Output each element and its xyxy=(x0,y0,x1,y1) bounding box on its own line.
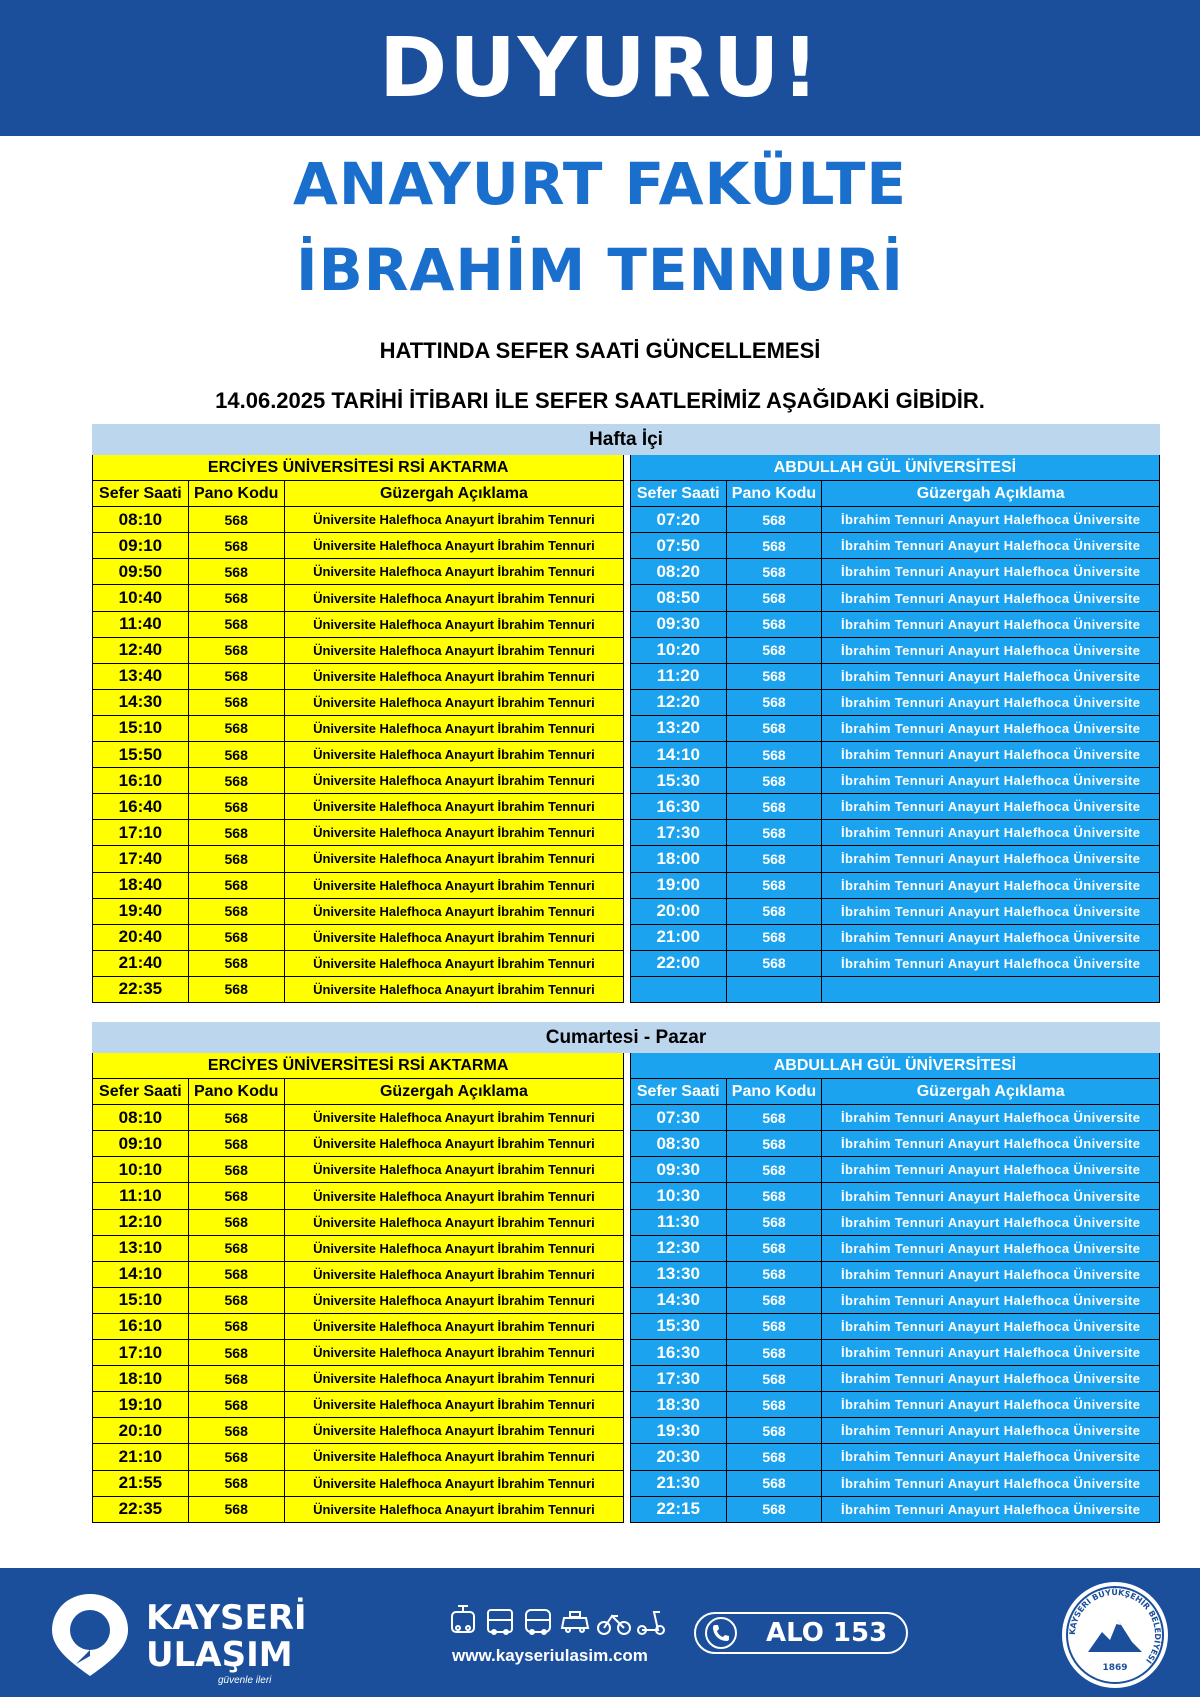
board-code: 568 xyxy=(726,611,822,637)
board-code: 568 xyxy=(188,1287,284,1313)
departure-time: 13:10 xyxy=(93,1235,189,1261)
board-code: 568 xyxy=(726,898,822,924)
board-code: 568 xyxy=(188,559,284,585)
route-description: Üniversite Halefhoca Anayurt İbrahim Tennuri xyxy=(284,1313,624,1339)
departure-time: 16:40 xyxy=(93,794,189,820)
tram-icon xyxy=(452,1606,474,1632)
column-header-code: Pano Kodu xyxy=(188,1079,284,1105)
column-header-route: Güzergah Açıklama xyxy=(822,1079,1160,1105)
route-description: Üniversite Halefhoca Anayurt İbrahim Tennuri xyxy=(284,820,624,846)
route-description: Üniversite Halefhoca Anayurt İbrahim Tennuri xyxy=(284,872,624,898)
route-description: İbrahim Tennuri Anayurt Halefhoca Üniversite xyxy=(822,742,1160,768)
departure-time: 10:30 xyxy=(630,1183,726,1209)
table-row xyxy=(93,1444,1160,1470)
board-code: 568 xyxy=(726,507,822,533)
board-code: 568 xyxy=(726,1287,822,1313)
departure-time: 15:50 xyxy=(93,742,189,768)
table-row xyxy=(93,1392,1160,1418)
table-row xyxy=(93,950,1160,976)
direction-row xyxy=(93,455,1160,481)
table-row xyxy=(93,846,1160,872)
board-code: 568 xyxy=(188,611,284,637)
board-code: 568 xyxy=(726,585,822,611)
departure-time: 10:40 xyxy=(93,585,189,611)
kayseri-ulasim-logo-icon xyxy=(46,1590,134,1678)
municipality-seal-icon xyxy=(1060,1580,1170,1690)
departure-time: 19:10 xyxy=(93,1392,189,1418)
direction-right-label: ABDULLAH GÜL ÜNİVERSİTESİ xyxy=(630,1053,1159,1079)
table-row xyxy=(93,872,1160,898)
departure-time: 07:50 xyxy=(630,533,726,559)
route-description: İbrahim Tennuri Anayurt Halefhoca Üniversite xyxy=(822,1366,1160,1392)
departure-time: 22:00 xyxy=(630,950,726,976)
board-code: 568 xyxy=(726,715,822,741)
day-type-row xyxy=(93,1023,1160,1053)
departure-time: 09:30 xyxy=(630,1157,726,1183)
departure-time: 20:40 xyxy=(93,924,189,950)
route-description: Üniversite Halefhoca Anayurt İbrahim Tennuri xyxy=(284,533,624,559)
route-description: İbrahim Tennuri Anayurt Halefhoca Üniversite xyxy=(822,1392,1160,1418)
column-header-code: Pano Kodu xyxy=(726,481,822,507)
table-row xyxy=(93,1209,1160,1235)
route-description: Üniversite Halefhoca Anayurt İbrahim Tennuri xyxy=(284,1444,624,1470)
phone-icon xyxy=(704,1616,738,1650)
route-description: İbrahim Tennuri Anayurt Halefhoca Üniversite xyxy=(822,507,1160,533)
route-description: Üniversite Halefhoca Anayurt İbrahim Tennuri xyxy=(284,1157,624,1183)
brand-name-line2: ULAŞIM xyxy=(146,1635,293,1675)
board-code: 568 xyxy=(726,1340,822,1366)
table-row xyxy=(93,820,1160,846)
column-header-time: Sefer Saati xyxy=(630,1079,726,1105)
route-description: İbrahim Tennuri Anayurt Halefhoca Üniversite xyxy=(822,611,1160,637)
board-code: 568 xyxy=(188,637,284,663)
route-description: İbrahim Tennuri Anayurt Halefhoca Üniversite xyxy=(822,1444,1160,1470)
board-code: 568 xyxy=(188,585,284,611)
table-row xyxy=(93,1105,1160,1131)
departure-time: 19:40 xyxy=(93,898,189,924)
departure-time: 21:10 xyxy=(93,1444,189,1470)
route-description: İbrahim Tennuri Anayurt Halefhoca Üniversite xyxy=(822,1105,1160,1131)
board-code: 568 xyxy=(726,1131,822,1157)
board-code: 568 xyxy=(188,846,284,872)
route-description: İbrahim Tennuri Anayurt Halefhoca Üniversite xyxy=(822,585,1160,611)
route-description: Üniversite Halefhoca Anayurt İbrahim Tennuri xyxy=(284,1340,624,1366)
route-description: İbrahim Tennuri Anayurt Halefhoca Üniversite xyxy=(822,533,1160,559)
route-description: İbrahim Tennuri Anayurt Halefhoca Üniversite xyxy=(822,1209,1160,1235)
departure-time: 08:50 xyxy=(630,585,726,611)
departure-time: 09:10 xyxy=(93,533,189,559)
departure-time: 12:10 xyxy=(93,1209,189,1235)
departure-time: 15:10 xyxy=(93,715,189,741)
departure-time: 15:30 xyxy=(630,768,726,794)
route-description: Üniversite Halefhoca Anayurt İbrahim Tennuri xyxy=(284,1105,624,1131)
departure-time: 21:30 xyxy=(630,1470,726,1496)
departure-time: 11:10 xyxy=(93,1183,189,1209)
board-code: 568 xyxy=(188,1105,284,1131)
board-code: 568 xyxy=(726,872,822,898)
bicycle-icon xyxy=(598,1616,630,1634)
table-row xyxy=(93,611,1160,637)
route-description: Üniversite Halefhoca Anayurt İbrahim Tennuri xyxy=(284,1183,624,1209)
departure-time: 18:30 xyxy=(630,1392,726,1418)
board-code: 568 xyxy=(726,1157,822,1183)
route-description: İbrahim Tennuri Anayurt Halefhoca Üniversite xyxy=(822,1235,1160,1261)
route-description: İbrahim Tennuri Anayurt Halefhoca Üniversite xyxy=(822,1418,1160,1444)
brand-name-line1: KAYSERİ xyxy=(146,1598,307,1638)
route-description: İbrahim Tennuri Anayurt Halefhoca Üniversite xyxy=(822,637,1160,663)
board-code: 568 xyxy=(188,533,284,559)
route-description: Üniversite Halefhoca Anayurt İbrahim Tennuri xyxy=(284,663,624,689)
table-row xyxy=(93,585,1160,611)
departure-time: 21:55 xyxy=(93,1470,189,1496)
board-code: 568 xyxy=(726,1105,822,1131)
departure-time: 20:00 xyxy=(630,898,726,924)
route-description: İbrahim Tennuri Anayurt Halefhoca Üniversite xyxy=(822,1313,1160,1339)
table-row xyxy=(93,689,1160,715)
table-row xyxy=(93,533,1160,559)
route-description: İbrahim Tennuri Anayurt Halefhoca Üniversite xyxy=(822,1183,1160,1209)
board-code: 568 xyxy=(726,1366,822,1392)
bus-icon xyxy=(526,1610,550,1634)
board-code: 568 xyxy=(188,1366,284,1392)
top-banner xyxy=(0,0,1200,136)
board-code: 568 xyxy=(726,689,822,715)
route-description: Üniversite Halefhoca Anayurt İbrahim Tennuri xyxy=(284,1131,624,1157)
board-code: 568 xyxy=(188,768,284,794)
board-code: 568 xyxy=(188,794,284,820)
departure-time: 10:20 xyxy=(630,637,726,663)
board-code: 568 xyxy=(188,1235,284,1261)
table-row xyxy=(93,1157,1160,1183)
departure-time: 13:40 xyxy=(93,663,189,689)
day-type-label: Cumartesi - Pazar xyxy=(93,1023,1160,1053)
departure-time: 10:10 xyxy=(93,1157,189,1183)
departure-time: 17:10 xyxy=(93,1340,189,1366)
board-code: 568 xyxy=(188,976,284,1002)
departure-time: 09:30 xyxy=(630,611,726,637)
departure-time: 14:30 xyxy=(93,689,189,715)
board-code: 568 xyxy=(726,1235,822,1261)
board-code: 568 xyxy=(188,1183,284,1209)
departure-time: 19:00 xyxy=(630,872,726,898)
column-header-route: Güzergah Açıklama xyxy=(284,1079,624,1105)
route-description: İbrahim Tennuri Anayurt Halefhoca Üniversite xyxy=(822,924,1160,950)
route-description: İbrahim Tennuri Anayurt Halefhoca Üniversite xyxy=(822,689,1160,715)
departure-time: 20:30 xyxy=(630,1444,726,1470)
board-code: 568 xyxy=(188,663,284,689)
route-description: Üniversite Halefhoca Anayurt İbrahim Tennuri xyxy=(284,1287,624,1313)
route-description: İbrahim Tennuri Anayurt Halefhoca Üniversite xyxy=(822,1470,1160,1496)
departure-time: 08:30 xyxy=(630,1131,726,1157)
board-code: 568 xyxy=(188,1392,284,1418)
route-description: Üniversite Halefhoca Anayurt İbrahim Tennuri xyxy=(284,507,624,533)
departure-time: 12:30 xyxy=(630,1235,726,1261)
route-description: İbrahim Tennuri Anayurt Halefhoca Üniversite xyxy=(822,846,1160,872)
board-code: 568 xyxy=(726,1392,822,1418)
route-description: İbrahim Tennuri Anayurt Halefhoca Üniversite xyxy=(822,715,1160,741)
board-code: 568 xyxy=(188,1418,284,1444)
table-row xyxy=(93,742,1160,768)
route-description: Üniversite Halefhoca Anayurt İbrahim Tennuri xyxy=(284,637,624,663)
board-code: 568 xyxy=(188,1444,284,1470)
table-row xyxy=(93,1313,1160,1339)
board-code: 568 xyxy=(188,1131,284,1157)
departure-time: 14:10 xyxy=(630,742,726,768)
route-description: İbrahim Tennuri Anayurt Halefhoca Üniversite xyxy=(822,1340,1160,1366)
route-description: Üniversite Halefhoca Anayurt İbrahim Tennuri xyxy=(284,1418,624,1444)
departure-time: 19:30 xyxy=(630,1418,726,1444)
board-code: 568 xyxy=(188,1261,284,1287)
board-code: 568 xyxy=(726,820,822,846)
table-row xyxy=(93,1470,1160,1496)
table-row xyxy=(93,663,1160,689)
table-row xyxy=(93,507,1160,533)
table-row xyxy=(93,976,1160,1002)
departure-time: 07:20 xyxy=(630,507,726,533)
departure-time: 15:10 xyxy=(93,1287,189,1313)
departure-time: 21:00 xyxy=(630,924,726,950)
table-row xyxy=(93,768,1160,794)
board-code: 568 xyxy=(188,1470,284,1496)
departure-time: 16:10 xyxy=(93,1313,189,1339)
website-link[interactable]: www.kayseriulasim.com xyxy=(452,1646,648,1665)
board-code: 568 xyxy=(188,507,284,533)
route-description: İbrahim Tennuri Anayurt Halefhoca Üniversite xyxy=(822,898,1160,924)
table-row xyxy=(93,1496,1160,1522)
day-type-label: Hafta İçi xyxy=(93,425,1160,455)
route-description: İbrahim Tennuri Anayurt Halefhoca Üniversite xyxy=(822,872,1160,898)
day-type-row xyxy=(93,425,1160,455)
departure-time: 14:30 xyxy=(630,1287,726,1313)
table-row xyxy=(93,924,1160,950)
route-description: İbrahim Tennuri Anayurt Halefhoca Üniversite xyxy=(822,950,1160,976)
board-code: 568 xyxy=(726,1261,822,1287)
route-description: İbrahim Tennuri Anayurt Halefhoca Üniversite xyxy=(822,663,1160,689)
column-header-row xyxy=(93,1079,1160,1105)
brand-slogan: güvenle ileri xyxy=(218,1675,272,1686)
board-code: 568 xyxy=(188,689,284,715)
route-description: Üniversite Halefhoca Anayurt İbrahim Tennuri xyxy=(284,559,624,585)
route-title-line1: ANAYURT FAKÜLTE xyxy=(292,150,908,218)
departure-time: 08:10 xyxy=(93,1105,189,1131)
route-description: Üniversite Halefhoca Anayurt İbrahim Tennuri xyxy=(284,794,624,820)
board-code: 568 xyxy=(726,1313,822,1339)
column-header-route: Güzergah Açıklama xyxy=(822,481,1160,507)
departure-time: 16:30 xyxy=(630,1340,726,1366)
table-row xyxy=(93,1366,1160,1392)
board-code: 568 xyxy=(726,1183,822,1209)
departure-time: 11:40 xyxy=(93,611,189,637)
scooter-icon xyxy=(638,1612,664,1634)
departure-time: 09:10 xyxy=(93,1131,189,1157)
route-description: Üniversite Halefhoca Anayurt İbrahim Tennuri xyxy=(284,1470,624,1496)
board-code: 568 xyxy=(188,1496,284,1522)
route-description: İbrahim Tennuri Anayurt Halefhoca Üniversite xyxy=(822,1261,1160,1287)
seal-text: KAYSERİ BÜYÜKŞEHİR BELEDİYESİ xyxy=(1067,1587,1163,1666)
route-description: Üniversite Halefhoca Anayurt İbrahim Tennuri xyxy=(284,898,624,924)
route-description: İbrahim Tennuri Anayurt Halefhoca Üniversite xyxy=(822,768,1160,794)
table-row xyxy=(93,637,1160,663)
departure-time: 22:35 xyxy=(93,1496,189,1522)
departure-time: 11:30 xyxy=(630,1209,726,1235)
board-code: 568 xyxy=(726,924,822,950)
board-code: 568 xyxy=(188,1209,284,1235)
route-description: Üniversite Halefhoca Anayurt İbrahim Tennuri xyxy=(284,1496,624,1522)
footer xyxy=(0,1568,1200,1697)
departure-time: 16:30 xyxy=(630,794,726,820)
column-header-code: Pano Kodu xyxy=(726,1079,822,1105)
route-description: Üniversite Halefhoca Anayurt İbrahim Tennuri xyxy=(284,715,624,741)
column-header-time: Sefer Saati xyxy=(93,1079,189,1105)
seal-year: 1869 xyxy=(1102,1663,1128,1673)
route-description: Üniversite Halefhoca Anayurt İbrahim Tennuri xyxy=(284,742,624,768)
column-header-code: Pano Kodu xyxy=(188,481,284,507)
column-header-route: Güzergah Açıklama xyxy=(284,481,624,507)
board-code: 568 xyxy=(188,898,284,924)
table-row xyxy=(93,1131,1160,1157)
departure-time: 16:10 xyxy=(93,768,189,794)
board-code: 568 xyxy=(726,533,822,559)
table-row xyxy=(93,1261,1160,1287)
board-code: 568 xyxy=(726,1444,822,1470)
board-code: 568 xyxy=(726,768,822,794)
board-code: 568 xyxy=(726,794,822,820)
table-row xyxy=(93,559,1160,585)
departure-time: 11:20 xyxy=(630,663,726,689)
hotline-number: ALO 153 xyxy=(766,1618,888,1648)
route-description: Üniversite Halefhoca Anayurt İbrahim Tennuri xyxy=(284,689,624,715)
board-code: 568 xyxy=(726,1496,822,1522)
route-description: İbrahim Tennuri Anayurt Halefhoca Üniversite xyxy=(822,1157,1160,1183)
departure-time: 18:00 xyxy=(630,846,726,872)
direction-row xyxy=(93,1053,1160,1079)
board-code: 568 xyxy=(188,742,284,768)
departure-time: 12:20 xyxy=(630,689,726,715)
direction-left-label: ERCİYES ÜNİVERSİTESİ RSİ AKTARMA xyxy=(93,455,624,481)
board-code: 568 xyxy=(726,1470,822,1496)
board-code: 568 xyxy=(188,820,284,846)
column-header-time: Sefer Saati xyxy=(93,481,189,507)
subtitle-update: HATTINDA SEFER SAATİ GÜNCELLEMESİ xyxy=(379,338,821,363)
route-description: Üniversite Halefhoca Anayurt İbrahim Tennuri xyxy=(284,1209,624,1235)
board-code: 568 xyxy=(188,1340,284,1366)
route-description: Üniversite Halefhoca Anayurt İbrahim Tennuri xyxy=(284,1261,624,1287)
table-row xyxy=(93,1418,1160,1444)
board-code: 568 xyxy=(188,872,284,898)
announcement-title: DUYURU! xyxy=(379,20,821,116)
board-code: 568 xyxy=(726,846,822,872)
route-description: Üniversite Halefhoca Anayurt İbrahim Tennuri xyxy=(284,1366,624,1392)
departure-time: 17:30 xyxy=(630,820,726,846)
departure-time: 18:10 xyxy=(93,1366,189,1392)
subtitle-effective-date: 14.06.2025 TARİHİ İTİBARI İLE SEFER SAATLERİMİZ AŞAĞIDAKİ GİBİDİR. xyxy=(215,388,985,413)
departure-time: 18:40 xyxy=(93,872,189,898)
direction-right-label: ABDULLAH GÜL ÜNİVERSİTESİ xyxy=(630,455,1159,481)
board-code: 568 xyxy=(726,559,822,585)
transport-modes-icons xyxy=(448,1604,668,1638)
column-header-row xyxy=(93,481,1160,507)
route-description: İbrahim Tennuri Anayurt Halefhoca Üniversite xyxy=(822,559,1160,585)
board-code: 568 xyxy=(188,924,284,950)
board-code: 568 xyxy=(726,1418,822,1444)
direction-left-label: ERCİYES ÜNİVERSİTESİ RSİ AKTARMA xyxy=(93,1053,624,1079)
departure-time: 17:10 xyxy=(93,820,189,846)
route-description: Üniversite Halefhoca Anayurt İbrahim Tennuri xyxy=(284,976,624,1002)
board-code: 568 xyxy=(726,637,822,663)
hotline-badge xyxy=(694,1612,908,1654)
table-row xyxy=(93,1340,1160,1366)
taxi-icon xyxy=(562,1612,588,1632)
route-description: Üniversite Halefhoca Anayurt İbrahim Tennuri xyxy=(284,585,624,611)
board-code: 568 xyxy=(188,715,284,741)
table-row xyxy=(93,1235,1160,1261)
departure-time: 09:50 xyxy=(93,559,189,585)
departure-time: 08:10 xyxy=(93,507,189,533)
route-description: Üniversite Halefhoca Anayurt İbrahim Tennuri xyxy=(284,1235,624,1261)
departure-time: 08:20 xyxy=(630,559,726,585)
route-description: İbrahim Tennuri Anayurt Halefhoca Üniversite xyxy=(822,1496,1160,1522)
table-row xyxy=(93,715,1160,741)
route-description: İbrahim Tennuri Anayurt Halefhoca Üniversite xyxy=(822,1287,1160,1313)
board-code: 568 xyxy=(726,742,822,768)
empty-cell xyxy=(726,976,822,1002)
empty-cell xyxy=(822,976,1160,1002)
route-description: Üniversite Halefhoca Anayurt İbrahim Tennuri xyxy=(284,924,624,950)
departure-time: 13:30 xyxy=(630,1261,726,1287)
departure-time: 12:40 xyxy=(93,637,189,663)
bus-icon xyxy=(488,1610,512,1634)
route-description: İbrahim Tennuri Anayurt Halefhoca Üniversite xyxy=(822,1131,1160,1157)
empty-cell xyxy=(630,976,726,1002)
departure-time: 20:10 xyxy=(93,1418,189,1444)
route-title-line2: İBRAHİM TENNURİ xyxy=(296,236,904,304)
departure-time: 17:30 xyxy=(630,1366,726,1392)
route-description: İbrahim Tennuri Anayurt Halefhoca Üniversite xyxy=(822,820,1160,846)
column-header-time: Sefer Saati xyxy=(630,481,726,507)
table-row xyxy=(93,898,1160,924)
weekday-schedule-table xyxy=(92,424,1160,1003)
departure-time: 17:40 xyxy=(93,846,189,872)
departure-time: 22:35 xyxy=(93,976,189,1002)
board-code: 568 xyxy=(726,1209,822,1235)
departure-time: 14:10 xyxy=(93,1261,189,1287)
departure-time: 21:40 xyxy=(93,950,189,976)
route-description: Üniversite Halefhoca Anayurt İbrahim Tennuri xyxy=(284,611,624,637)
board-code: 568 xyxy=(188,1313,284,1339)
table-row xyxy=(93,1287,1160,1313)
route-description: Üniversite Halefhoca Anayurt İbrahim Tennuri xyxy=(284,950,624,976)
departure-time: 07:30 xyxy=(630,1105,726,1131)
weekend-schedule-table xyxy=(92,1022,1160,1523)
board-code: 568 xyxy=(726,663,822,689)
departure-time: 15:30 xyxy=(630,1313,726,1339)
route-description: Üniversite Halefhoca Anayurt İbrahim Tennuri xyxy=(284,768,624,794)
departure-time: 22:15 xyxy=(630,1496,726,1522)
board-code: 568 xyxy=(726,950,822,976)
route-description: Üniversite Halefhoca Anayurt İbrahim Tennuri xyxy=(284,846,624,872)
table-row xyxy=(93,794,1160,820)
route-description: İbrahim Tennuri Anayurt Halefhoca Üniversite xyxy=(822,794,1160,820)
table-row xyxy=(93,1183,1160,1209)
departure-time: 13:20 xyxy=(630,715,726,741)
route-description: Üniversite Halefhoca Anayurt İbrahim Tennuri xyxy=(284,1392,624,1418)
board-code: 568 xyxy=(188,1157,284,1183)
board-code: 568 xyxy=(188,950,284,976)
